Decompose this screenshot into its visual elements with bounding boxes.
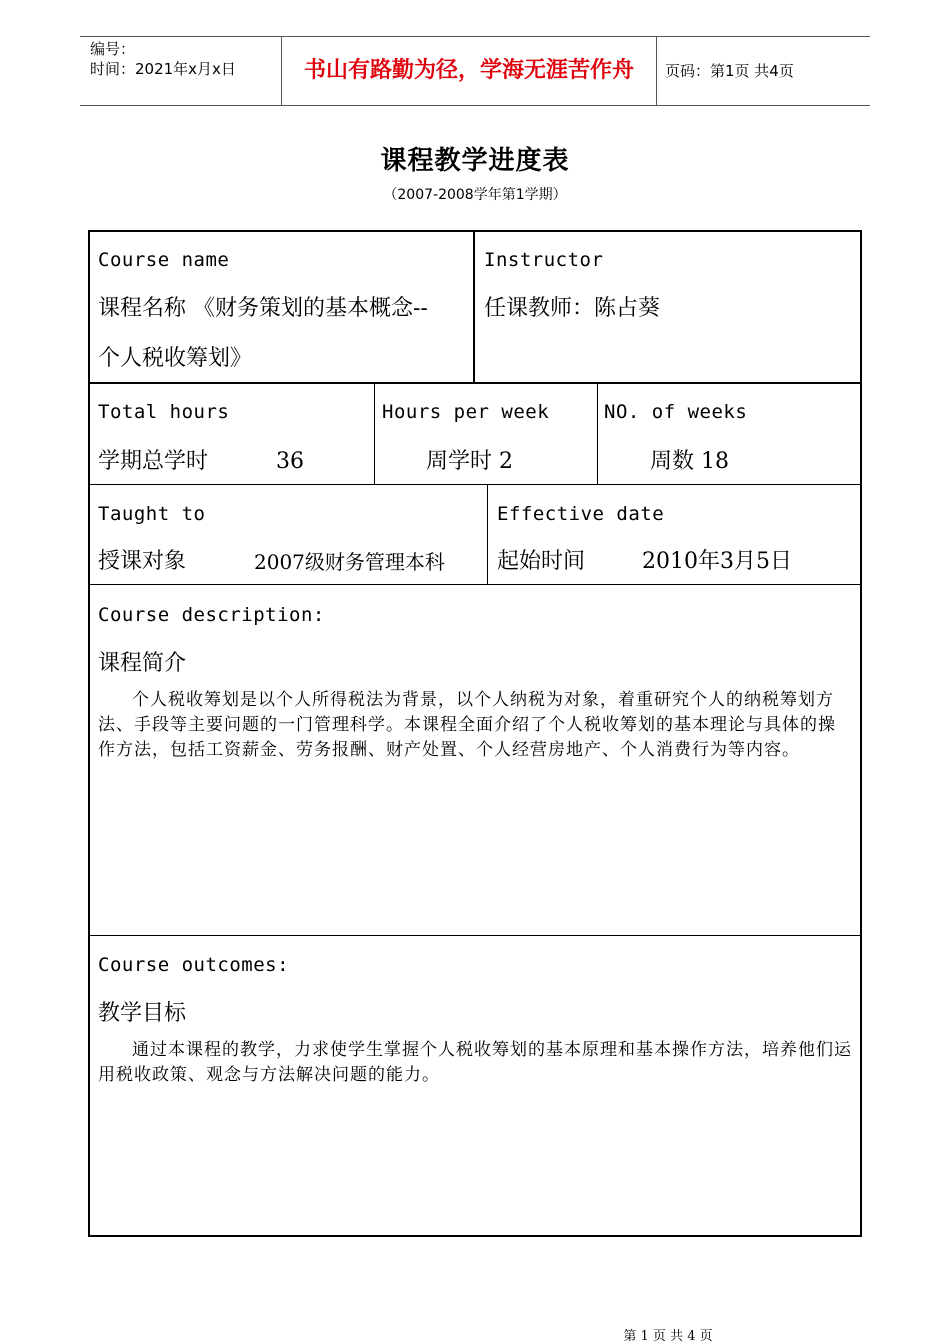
- effective-date-value: 2010年3月5日: [642, 549, 792, 574]
- hours-per-week-cn: 周学时 2: [426, 449, 513, 474]
- description-en: Course description:: [98, 604, 325, 626]
- col-divider: [473, 232, 475, 383]
- total-hours-value: 36: [276, 449, 304, 474]
- total-hours-en: Total hours: [98, 401, 230, 423]
- header-meta: [80, 37, 281, 105]
- course-name-cn-cont: 个人税收筹划》: [98, 346, 253, 371]
- header-slogan-cell: [281, 37, 657, 105]
- page-title: 课程教学进度表: [380, 146, 570, 176]
- date-label: 时间：2021年x月x日: [90, 60, 236, 78]
- effective-date-en: Effective date: [497, 503, 665, 525]
- taught-to-value: 2007级财务管理本科: [254, 550, 445, 574]
- col-divider: [487, 485, 488, 584]
- col-divider: [597, 383, 598, 484]
- number-label: 编号：: [90, 40, 136, 58]
- schedule-table: [88, 230, 862, 1237]
- course-name-cn: 课程名称 《财务策划的基本概念--: [98, 296, 428, 321]
- hours-per-week-en: Hours per week: [382, 401, 550, 423]
- effective-date-cn: 起始时间: [497, 549, 586, 574]
- col-divider: [374, 383, 375, 484]
- row-divider: [90, 584, 860, 585]
- row-divider: [90, 484, 860, 485]
- outcomes-cn: 教学目标: [98, 1001, 187, 1026]
- taught-to-cn: 授课对象: [98, 549, 187, 574]
- outcomes-en: Course outcomes:: [98, 954, 290, 976]
- document-header: [80, 36, 870, 106]
- slogan: 书山有路勤为径，学海无涯苦作舟: [303, 58, 634, 83]
- page-info: 页码：第1页 共4页: [665, 62, 794, 80]
- header-page-cell: [657, 37, 870, 105]
- num-weeks-en: NO. of weeks: [604, 401, 748, 423]
- page-subtitle: （2007-2008学年第1学期）: [383, 187, 567, 203]
- num-weeks-cn: 周数 18: [650, 449, 729, 474]
- description-cn: 课程简介: [98, 651, 187, 676]
- course-name-en: Course name: [98, 249, 230, 271]
- instructor-cn: 任课教师：陈占葵: [484, 296, 661, 321]
- description-text: 个人税收筹划是以个人所得税法为背景，以个人纳税为对象，着重研究个人的纳税筹划方法、手段等主要问题的一门管理科学。本课程全面介绍了个人税收筹划的基本理论与具体的操作方法，包括工资薪金、劳务报酬、财产处置、个人经营房地产、个人消费行为等内容。: [98, 690, 836, 760]
- row-divider: [90, 935, 860, 936]
- page-footer: [0, 1325, 950, 1344]
- outcomes-text: 通过本课程的教学，力求使学生掌握个人税收筹划的基本原理和基本操作方法，培养他们运用税收政策、观念与方法解决问题的能力。: [98, 1040, 852, 1085]
- taught-to-en: Taught to: [98, 503, 206, 525]
- instructor-en: Instructor: [484, 249, 604, 271]
- total-hours-cn: 学期总学时: [98, 449, 209, 474]
- row-divider: [90, 382, 860, 384]
- footer-page-number: 第 1 页 共 4 页: [623, 1329, 713, 1344]
